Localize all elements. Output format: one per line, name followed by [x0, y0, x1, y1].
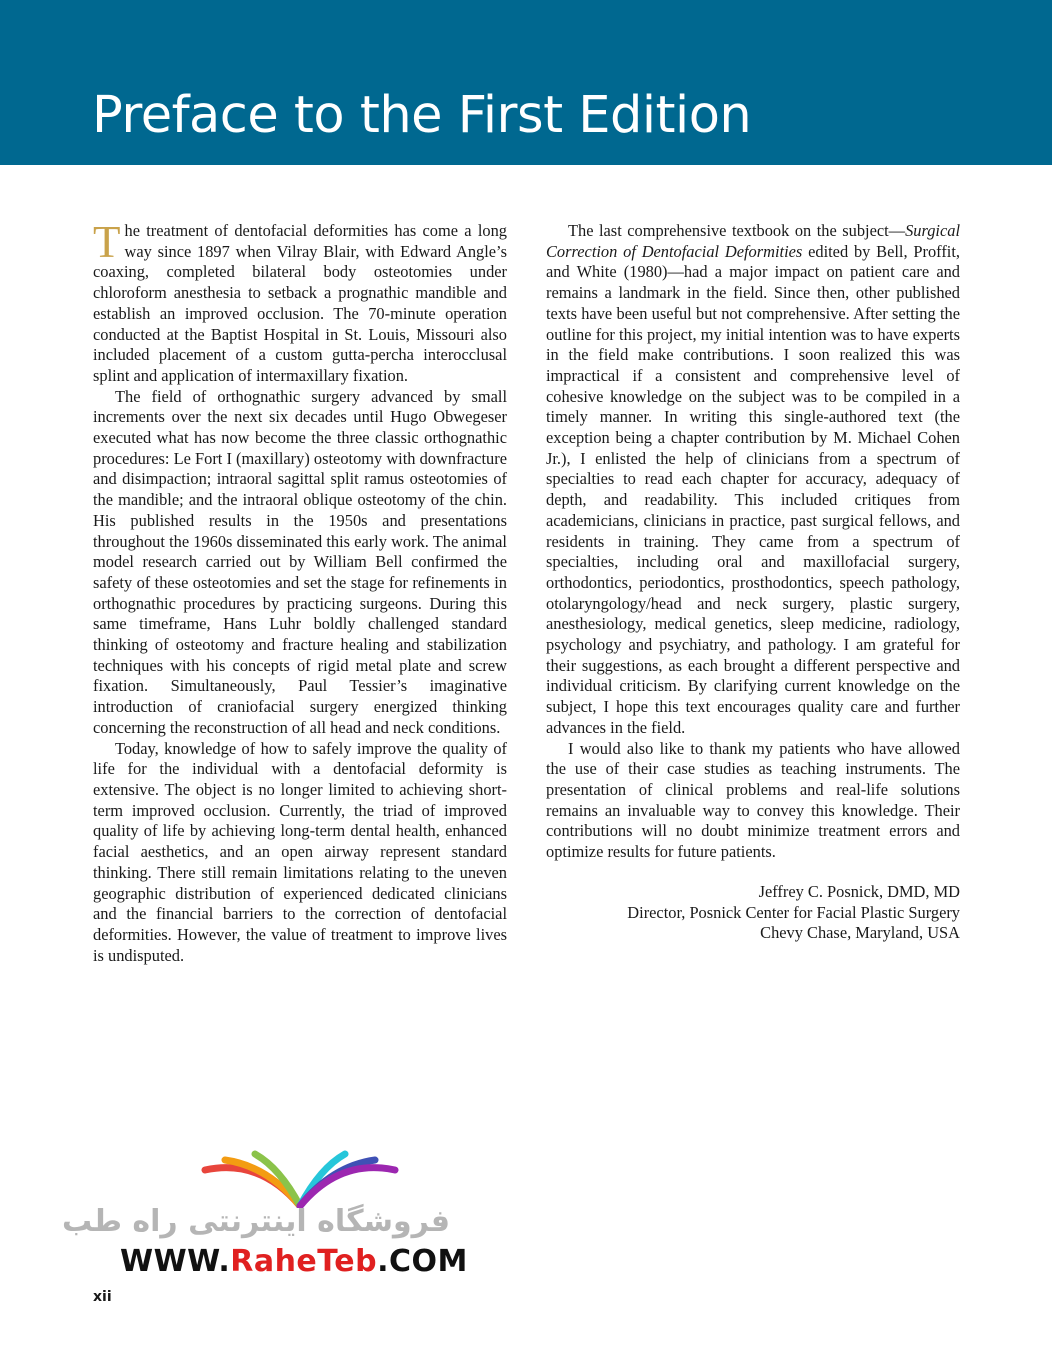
- paragraph-4-text-a: The last comprehensive textbook on the subject—: [568, 221, 906, 240]
- paragraph-2: The field of orthognathic surgery advanced by small increments over the next six decades until Hugo Obwegeser executed what has now become the three classic orthognathic procedures: Le Fort I (maxillary) osteotomy with downfracture and disimpaction; intraoral sagittal split ramus osteotomies of the mandible; and the intraoral oblique osteotomy of the chin. His published results in the 1950s and presentations throughout the 1960s disseminated this early work. The animal model research carried out by William Bell confirmed the safety of these osteotomies and set the stage for refinements in orthognathic procedures by practicing surgeons. During this same timeframe, Hans Luhr boldly challenged standard thinking of osteotomy and fracture healing and stabilization techniques with his concepts of rigid metal plate and screw fixation. Simultaneously, Paul Tessier’s imaginative introduction of craniofacial surgery energized thinking concerning the reconstruction of all head and neck conditions.: [93, 386, 507, 737]
- paragraph-4: [546, 221, 960, 739]
- title-banner: [0, 0, 1052, 165]
- url-suffix: .COM: [377, 1244, 468, 1279]
- author-position: Director, Posnick Center for Facial Plastic Surgery: [627, 902, 960, 922]
- left-column: [93, 217, 507, 966]
- paragraph-4-text-b: edited by Bell, Proffit, and White (1980)—had a major impact on patient care and remains a landmark in the field. Since then, other published texts have been useful but not comprehensive. After setting the outline for this project, my initial intention was to have experts in the field make contributions. I soon realized this was impractical if a consistent and comprehensive level of cohesive knowledge on the subject was to be compiled in a timely manner. In writing this single-authored text (the exception being a chapter contribution by M. Michael Cohen Jr.), I enlisted the help of clinicians from a spectrum of specialties to read each chapter for accuracy, adequacy of depth, and readability. This included critiques from academicians, clinicians in practice, past surgical fellows, and residents in training. They came from a spectrum of specialties, including oral and maxillofacial surgery, orthodontics, periodontics, prosthodontics, speech pathology, otolaryngology/head and neck surgery, plastic surgery, anesthesiology, medical genetics, sleep medicine, radiology, psychology and psychiatry, and pathology. I am grateful for their suggestions, as each brought a different perspective and individual criticism. By clarifying current knowledge on the subject, I hope this text encourages quality care and further advances in the field.: [546, 241, 960, 737]
- drop-cap: T: [93, 217, 121, 267]
- paragraph-1: [93, 217, 507, 387]
- url-prefix: WWW.: [120, 1244, 231, 1279]
- book-title: Surgical Correction of Dentofacial Deformities: [546, 221, 960, 261]
- watermark-url: [120, 1244, 468, 1279]
- watermark-persian-text: فروشگاه اینترنتی راه طب: [61, 1204, 450, 1239]
- book-logo-icon: [180, 1148, 420, 1208]
- paragraph-1-text: he treatment of dentofacial deformities has come a long way since 1897 when Vilray Blair, with Edward Angle’s coaxing, completed bilateral body osteotomies under chloroform anesthesia to setback a prognathic mandible and establish an improved occlusion. The 70-minute operation conducted at the Baptist Hospital in St. Louis, Missouri also included placement of a custom gutta-percha interocclusal splint and application of intermaxillary fixation.: [93, 221, 507, 385]
- right-column: [546, 221, 960, 944]
- paragraph-5: I would also like to thank my patients who have allowed the use of their case studies as teaching instruments. The presentation of clinical problems and real-life solutions remains an invaluable way to convey this knowledge. Their contributions will no doubt minimize treatment errors and optimize results for future patients.: [546, 738, 960, 862]
- watermark: [61, 1148, 468, 1279]
- signature-block: [546, 882, 960, 944]
- author-name: Jeffrey C. Posnick, DMD, MD: [758, 881, 960, 901]
- url-brand: RaheTeb: [230, 1244, 378, 1279]
- page-number: xii: [93, 1289, 112, 1305]
- author-location: Chevy Chase, Maryland, USA: [760, 923, 960, 943]
- paragraph-3: Today, knowledge of how to safely improve the quality of life for the individual with a dentofacial deformity is extensive. The object is no longer limited to achieving short-term improved occlusion. Currently, the triad of improved quality of life by achieving long-term dental health, enhanced facial aesthetics, and an open airway represent standard thinking. There still remain limitations relating to the uneven geographic distribution of experienced dedicated clinicians and the financial barriers to the correction of dentofacial deformities. However, the value of treatment to improve lives is undisputed.: [93, 738, 507, 965]
- page-title: Preface to the First Edition: [92, 86, 752, 145]
